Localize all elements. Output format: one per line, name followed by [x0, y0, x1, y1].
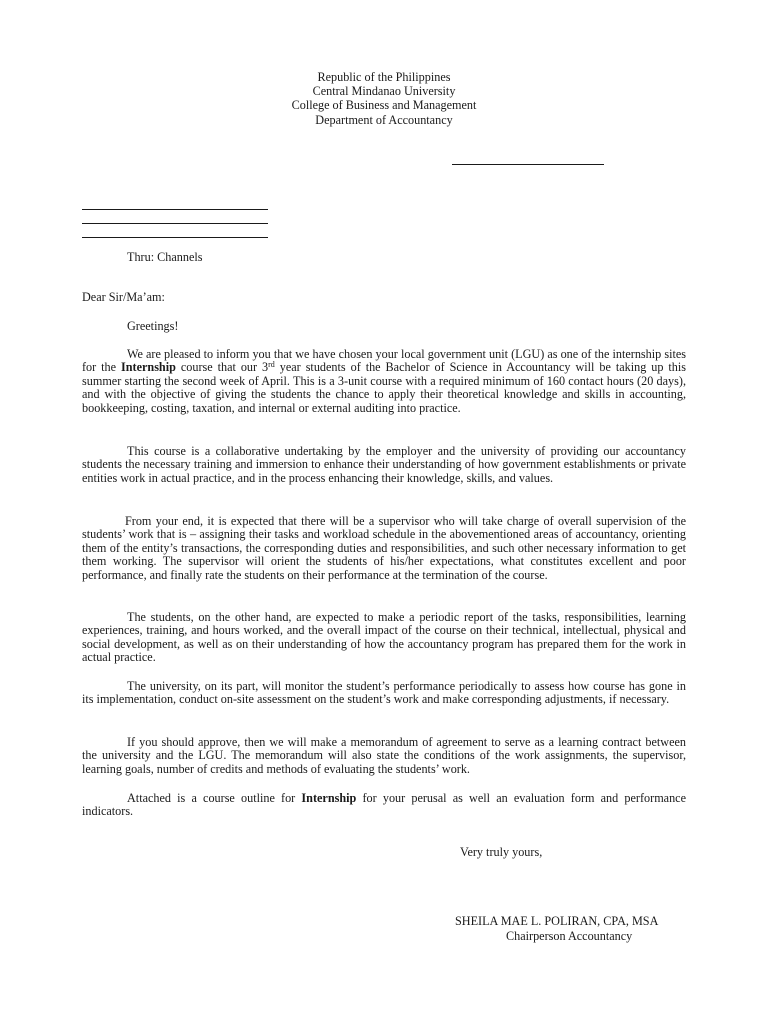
- letterhead-department: Department of Accountancy: [315, 112, 453, 127]
- date-blank-line: [452, 150, 604, 165]
- p1-text-b: course that our 3: [175, 360, 269, 375]
- greetings: Greetings!: [127, 319, 179, 333]
- p7-text-b: for your perusal as well an evaluation form and performance indicators.: [82, 791, 686, 819]
- letterhead-college: College of Business and Management: [291, 98, 477, 113]
- letterhead: [0, 70, 768, 127]
- paragraph-5: The university, on its part, will monitor the student’s performance periodically to assess how course has gone in its implementation, conduct on-site assessment on the student’s work and make corresponding adjustments, if necessary.: [82, 679, 686, 707]
- p1-text-a: We are pleased to inform you that we have chosen your local government unit (LGU) as one of the internship sites for the: [82, 347, 686, 375]
- p7-internship-bold: Internship: [301, 791, 357, 805]
- recipient-blank-line-1: [82, 208, 268, 210]
- paragraph-6: If you should approve, then we will make a memorandum of agreement to serve as a learning contract between the university and the LGU. The memorandum will also state the conditions of the work assignments, the supervisor, learning goals, number of credits and methods of evaluating the students’ work.: [82, 735, 686, 776]
- p1-internship-bold: Internship: [121, 360, 176, 375]
- letterhead-university: Central Mindanao University: [312, 84, 456, 99]
- p1-superscript: rd: [268, 360, 275, 370]
- letterhead-country: Republic of the Philippines: [317, 70, 451, 84]
- signatory-title: Chairperson Accountancy: [506, 929, 633, 943]
- paragraph-7: [82, 792, 686, 819]
- closing: Very truly yours,: [460, 845, 543, 859]
- paragraph-2: This course is a collaborative undertaking by the employer and the university of providing our accountancy students the necessary training and immersion to enhance their understanding of how government establishments or private entities work in actual practice, and in the process enhancing their knowledge, skills, and values.: [82, 444, 686, 485]
- paragraph-1: [82, 348, 686, 415]
- paragraph-3: From your end, it is expected that there will be a supervisor who will take charge of overall supervision of the students’ work that is – assigning their tasks and workload schedule in the abovementioned areas of accountancy, orienting them of the entity’s transactions, the corresponding duties and responsibilities, and such other necessary information to get them working. The supervisor will orient the students of his/her expectations, what constitutes excellent and poor performance, and finally rate the students on their performance at the termination of the course.: [82, 514, 686, 582]
- recipient-blank-line-3: [82, 236, 268, 238]
- salutation: Dear Sir/Ma’am:: [82, 290, 165, 304]
- p7-text-a: Attached is a course outline for: [127, 791, 302, 805]
- recipient-blank-line-2: [82, 222, 268, 224]
- signatory-name: SHEILA MAE L. POLIRAN, CPA, MSA: [455, 914, 659, 928]
- thru-line: Thru: Channels: [127, 250, 203, 264]
- p1-text-c: year students of the Bachelor of Science in Accountancy will be taking up this summer starting the second week of April. This is a 3-unit course with a required minimum of 160 contact hours (20 days), and with the objective of giving the students the chance to apply their theoretical knowledge and skills in accounting, bookkeeping, costing, taxation, and internal or external auditing into practice.: [82, 360, 686, 415]
- paragraph-4: The students, on the other hand, are expected to make a periodic report of the tasks, responsibilities, learning experiences, training, and hours worked, and the overall impact of the course on their technical, intellectual, physical and social development, as well as on their understanding of how the accountancy program has prepared them for the work in actual practice.: [82, 610, 686, 665]
